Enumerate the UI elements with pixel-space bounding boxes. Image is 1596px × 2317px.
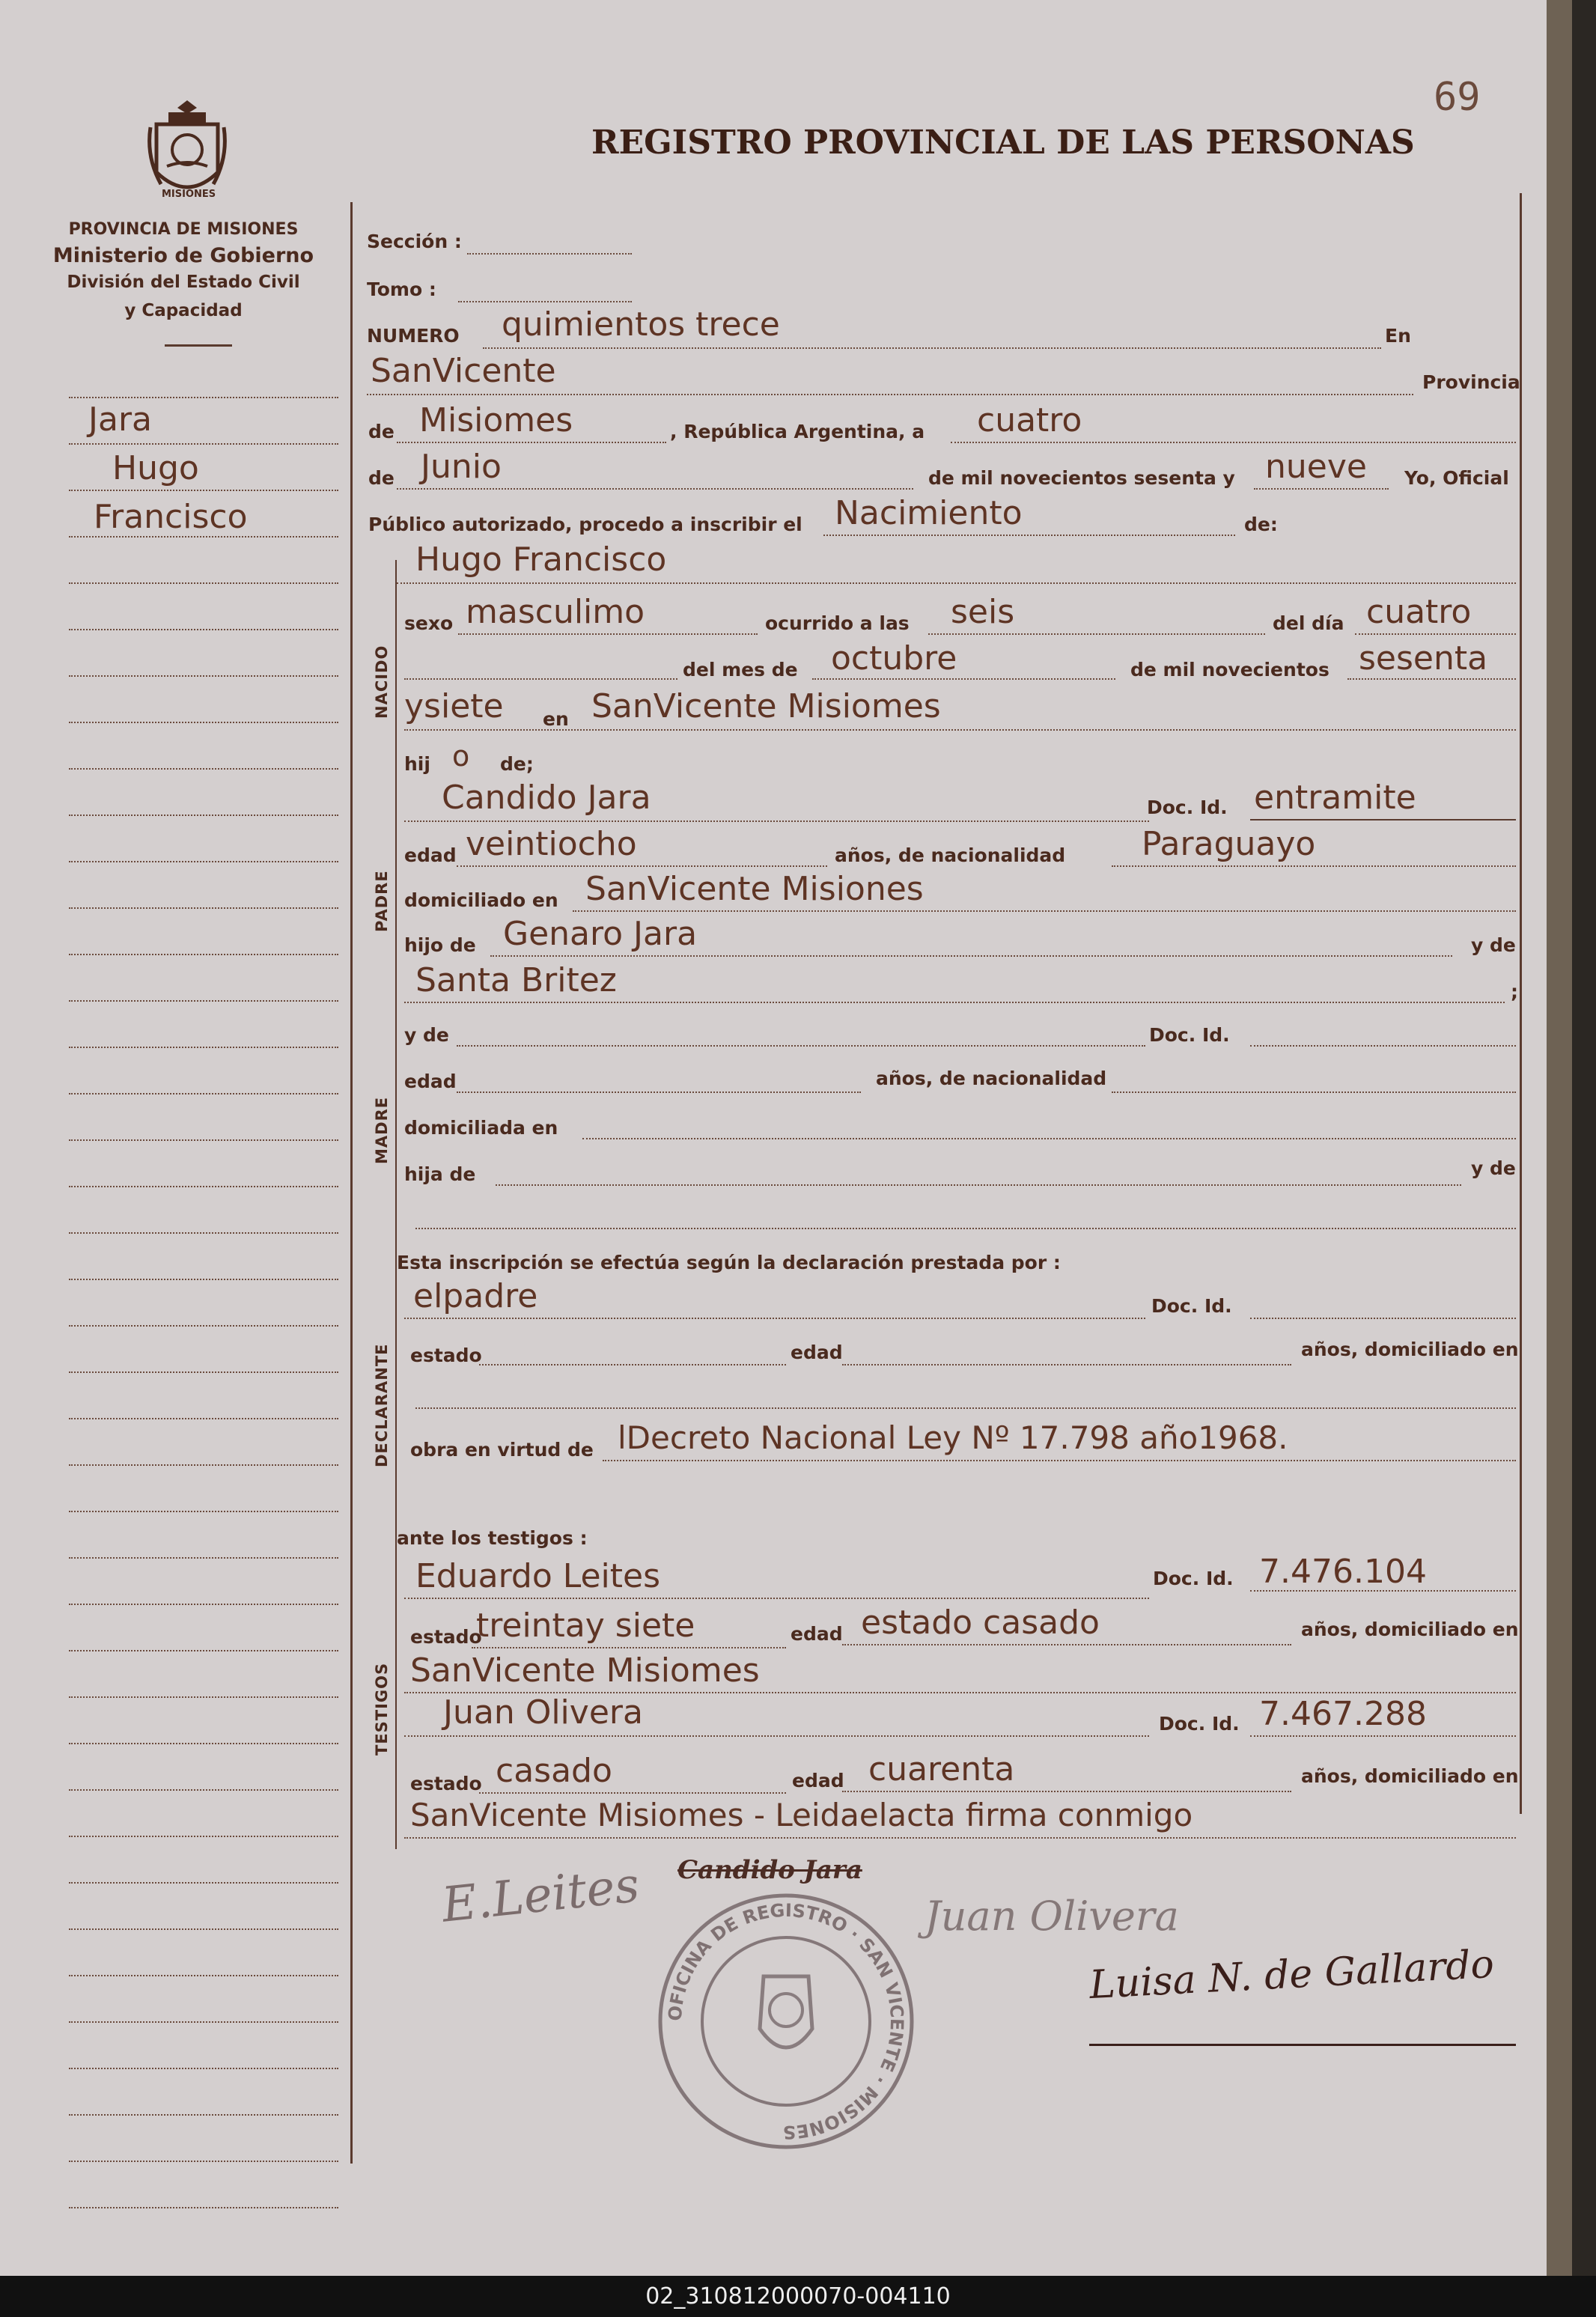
margin-rule-line xyxy=(69,1325,338,1327)
t2-doc-value: 7.467.288 xyxy=(1259,1695,1427,1733)
t2-edad-line xyxy=(842,1791,1291,1792)
margin-surname: Jara xyxy=(88,401,152,439)
padre-hijo-line xyxy=(490,955,1452,957)
madre-yde-line xyxy=(457,1045,1145,1047)
hijo-label: hij xyxy=(404,753,430,775)
t1-dom-label: años, domiciliado en xyxy=(1301,1619,1519,1640)
office-ministry: Ministerio de Gobierno xyxy=(52,244,314,267)
de2-label: de xyxy=(368,467,395,489)
publico-label: Público autorizado, procedo a inscribir el xyxy=(368,514,802,535)
declarante-nombre: elpadre xyxy=(413,1277,538,1315)
margin-rule-line xyxy=(69,490,338,491)
provincia-value: Misiomes xyxy=(419,401,573,439)
t1-doc-line xyxy=(1250,1590,1516,1592)
t2-dom-line xyxy=(404,1837,1516,1839)
obra-label: obra en virtud de xyxy=(410,1439,594,1461)
signature-leites: E.Leites xyxy=(439,1857,642,1934)
margin-rule-line xyxy=(69,1511,338,1512)
padre-hijo-value: Genaro Jara xyxy=(503,915,698,953)
margin-rule-line xyxy=(69,1743,338,1744)
t2-estado-value: casado xyxy=(496,1752,612,1790)
dia-line xyxy=(951,442,1516,443)
seccion-label: Sección : xyxy=(367,231,462,252)
hora-label: ocurrido a las xyxy=(765,612,910,634)
mes-value: Junio xyxy=(421,448,502,486)
margin-rule-line xyxy=(69,954,338,955)
nacido-nombre: Hugo Francisco xyxy=(415,541,667,579)
margin-rule-line xyxy=(69,1650,338,1651)
t1-estado-label: estado xyxy=(410,1626,482,1648)
lugar-line xyxy=(367,394,1413,395)
hijo-de-label: de; xyxy=(500,753,534,775)
margin-rule-line xyxy=(69,2161,338,2162)
anio-value: nueve xyxy=(1265,448,1367,486)
image-caption: 02_310812000070-004110 xyxy=(0,2276,1596,2317)
mes-label: del mes de xyxy=(683,659,798,681)
mes-line xyxy=(397,488,913,490)
anio-line xyxy=(1254,488,1389,490)
tomo-label: Tomo : xyxy=(367,278,436,300)
de-label: de xyxy=(368,421,395,442)
lugar-nac: SanVicente Misiomes xyxy=(591,687,941,725)
provincia-line xyxy=(397,442,666,443)
testigos-bracket xyxy=(395,1561,397,1849)
padre-dom-line xyxy=(573,910,1516,912)
margin-rule-line xyxy=(69,1093,338,1094)
margin-rule-line xyxy=(69,2021,338,2023)
margin-rule-line xyxy=(69,907,338,909)
anio-label: de mil novecientos xyxy=(1130,659,1330,681)
mes-pre-line xyxy=(404,678,677,680)
margin-rule-line xyxy=(69,1232,338,1234)
anio-value-nac: sesenta xyxy=(1359,639,1488,678)
margin-rule-line xyxy=(69,1047,338,1048)
t1-dom-value: SanVicente Misiomes xyxy=(410,1651,760,1690)
margin-rule-line xyxy=(69,536,338,538)
office-division: División del Estado Civil xyxy=(67,273,300,292)
margin-rule-line xyxy=(69,861,338,862)
numero-label: NUMERO xyxy=(367,325,460,347)
margin-rule-line xyxy=(69,675,338,677)
padre-doc-label: Doc. Id. xyxy=(1147,797,1228,818)
republica-label: , República Argentina, a xyxy=(670,421,925,442)
page-title: REGISTRO PROVINCIAL DE LAS PERSONAS xyxy=(591,124,1415,162)
t2-dom-label: años, domiciliado en xyxy=(1301,1765,1519,1787)
t1-edad-value: estado casado xyxy=(861,1604,1100,1642)
obra-value: lDecreto Nacional Ley Nº 17.798 año1968. xyxy=(618,1419,1288,1456)
crest-label: MISIONES xyxy=(162,189,216,200)
t2-estado-line xyxy=(479,1792,786,1794)
margin-rule-line xyxy=(69,1696,338,1698)
padre-doc-rule xyxy=(1250,819,1516,820)
sexo-label: sexo xyxy=(404,612,454,634)
padre-yde-label: y de xyxy=(1471,934,1516,956)
declarante-estado-line xyxy=(479,1364,786,1365)
margin-rule-line xyxy=(69,1464,338,1466)
tomo-line xyxy=(458,301,632,302)
padre-nac-line xyxy=(1112,865,1516,867)
numero-line xyxy=(483,347,1381,349)
padre-dom-label: domiciliado en xyxy=(404,889,558,911)
numero-value: quimientos trece xyxy=(502,305,780,344)
t1-edad-label: edad xyxy=(791,1623,843,1645)
declarante-edad-line xyxy=(842,1364,1291,1365)
declarante-section-label: DECLARANTE xyxy=(373,1343,391,1467)
margin-rule-line xyxy=(69,1975,338,1976)
padre-doc-value: entramite xyxy=(1254,779,1416,817)
declarante-bracket xyxy=(395,1284,397,1490)
margin-rule-line xyxy=(69,1604,338,1605)
madre-hija-line xyxy=(496,1184,1461,1186)
margin-middle-name: Francisco xyxy=(94,498,248,536)
declarante-estado-label: estado xyxy=(410,1345,482,1366)
padre-end-mark: ; xyxy=(1511,981,1518,1002)
acto-value: Nacimiento xyxy=(835,494,1023,532)
declarante-dom-line xyxy=(415,1407,1516,1409)
margin-rule-line xyxy=(69,1418,338,1419)
madre-dom-line xyxy=(582,1138,1516,1139)
madre-hija-label: hija de xyxy=(404,1163,476,1185)
padre-madre-value: Santa Britez xyxy=(415,961,617,999)
signature-official: Luisa N. de Gallardo xyxy=(1088,1941,1496,2009)
madre-yde-label: y de xyxy=(404,1024,449,1046)
testigos-intro: ante los testigos : xyxy=(397,1527,588,1549)
t1-estado-value: treintay siete xyxy=(476,1607,695,1645)
margin-rule-line xyxy=(69,582,338,584)
t1-edad-line xyxy=(842,1644,1291,1645)
lugar-nac-line xyxy=(404,729,1516,731)
margin-rule-line xyxy=(69,2068,338,2069)
en-label-nac: en xyxy=(543,708,569,730)
t2-estado-label: estado xyxy=(410,1773,482,1794)
hora-value: seis xyxy=(951,593,1015,631)
signature-olivera: Juan Olivera xyxy=(925,1893,1179,1940)
office-divider xyxy=(165,344,232,347)
declarante-nombre-line xyxy=(404,1318,1145,1319)
obra-line xyxy=(603,1460,1516,1461)
mes-value-nac: octubre xyxy=(831,639,957,678)
margin-rule-line xyxy=(69,1186,338,1187)
seal-text: OFICINA DE REGISTRO · SAN VICENTE · MISIONES xyxy=(664,1899,908,2143)
margin-rule-line xyxy=(69,2207,338,2208)
margin-rule-line xyxy=(69,1279,338,1280)
anio-value2: ysiete xyxy=(404,687,504,725)
padre-nombre: Candido Jara xyxy=(442,779,651,817)
margin-rule-line xyxy=(69,1000,338,1002)
t1-estado-line xyxy=(472,1647,786,1648)
declarante-edad-label: edad xyxy=(791,1342,843,1363)
book-binding xyxy=(1547,0,1572,2276)
madre-doc-line xyxy=(1250,1045,1516,1047)
lugar-value: SanVicente xyxy=(371,352,556,390)
madre-nac-line xyxy=(1112,1091,1516,1093)
madre-edad-label: edad xyxy=(404,1071,457,1092)
padre-bracket xyxy=(395,794,397,1018)
mes-line-nac xyxy=(812,678,1115,680)
margin-rule-line xyxy=(69,815,338,816)
declarante-doc-line xyxy=(1250,1318,1516,1319)
margin-first-name: Hugo xyxy=(112,449,199,487)
madre-dom-label: domiciliada en xyxy=(404,1117,558,1139)
padre-nac-value: Paraguayo xyxy=(1142,825,1316,863)
margin-rule-line xyxy=(69,2114,338,2116)
right-margin-rule xyxy=(1520,193,1522,1814)
margin-rule-line xyxy=(69,1371,338,1373)
signature-jara: Candido Jara xyxy=(677,1855,862,1885)
oficial-label: Yo, Oficial xyxy=(1404,467,1509,489)
provincia-label: Provincia xyxy=(1422,371,1520,393)
t1-nombre-line xyxy=(404,1598,1149,1599)
t1-doc-value: 7.476.104 xyxy=(1259,1553,1427,1591)
anio-line-nac xyxy=(1347,678,1516,680)
madre-nac-label: años, de nacionalidad xyxy=(876,1068,1107,1089)
margin-rule-line xyxy=(69,397,338,398)
sexo-value: masculimo xyxy=(466,593,645,631)
hijo-value: o xyxy=(452,740,470,773)
margin-rule-line xyxy=(69,722,338,723)
padre-nac-label: años, de nacionalidad xyxy=(835,844,1066,866)
dia-value: cuatro xyxy=(977,401,1082,439)
t2-edad-value: cuarenta xyxy=(868,1750,1015,1788)
margin-rule-line xyxy=(69,443,338,445)
madre-doc-label: Doc. Id. xyxy=(1149,1024,1230,1046)
t2-edad-label: edad xyxy=(792,1770,844,1791)
padre-hijo-label: hijo de xyxy=(404,934,476,956)
official-seal-icon xyxy=(651,1887,921,2156)
dia-label: del día xyxy=(1273,612,1344,634)
margin-rule-line xyxy=(69,629,338,630)
dia-line-nac xyxy=(1355,633,1516,635)
padre-nombre-line xyxy=(404,820,1149,822)
t2-nombre: Juan Olivera xyxy=(443,1693,643,1732)
dia-value-nac: cuatro xyxy=(1366,593,1472,631)
declarante-dom-label: años, domiciliado en xyxy=(1301,1339,1519,1360)
left-margin-rule xyxy=(350,202,353,2164)
page-number: 69 xyxy=(1434,75,1481,120)
padre-section-label: PADRE xyxy=(373,870,391,932)
declarante-intro: Esta inscripción se efectúa según la declaración prestada por : xyxy=(397,1252,1061,1273)
padre-dom-value: SanVicente Misiones xyxy=(585,870,924,908)
t2-doc-label: Doc. Id. xyxy=(1159,1713,1240,1735)
sexo-line xyxy=(458,633,758,635)
nacido-section-label: NACIDO xyxy=(373,645,391,719)
margin-rule-line xyxy=(69,1836,338,1837)
margin-rule-line xyxy=(69,1557,338,1559)
acto-line xyxy=(823,535,1235,536)
hora-line xyxy=(928,633,1265,635)
madre-yde2-label: y de xyxy=(1471,1157,1516,1179)
de3-label: de: xyxy=(1244,514,1278,535)
t2-nombre-line xyxy=(404,1735,1149,1737)
padre-madre-line xyxy=(404,1002,1505,1003)
padre-edad-value: veintiocho xyxy=(466,825,637,863)
margin-rule-line xyxy=(69,1928,338,1930)
office-province: PROVINCIA DE MISIONES xyxy=(68,220,299,239)
declarante-doc-label: Doc. Id. xyxy=(1151,1295,1232,1317)
t1-nombre: Eduardo Leites xyxy=(415,1557,661,1595)
mil-label: de mil novecientos sesenta y xyxy=(928,467,1235,489)
nacido-nombre-line xyxy=(397,582,1516,584)
signature-underline xyxy=(1089,2044,1516,2046)
margin-rule-line xyxy=(69,1139,338,1141)
margin-rule-line xyxy=(69,1789,338,1791)
t2-doc-line xyxy=(1250,1735,1516,1737)
t2-dom-value: SanVicente Misiomes - Leidaelacta firma conmigo xyxy=(410,1797,1193,1833)
office-capacity: y Capacidad xyxy=(124,301,243,320)
madre-edad-line xyxy=(457,1091,861,1093)
en-label: En xyxy=(1385,325,1411,347)
seccion-line xyxy=(467,253,632,255)
margin-rule-line xyxy=(69,1882,338,1884)
t1-doc-label: Doc. Id. xyxy=(1153,1568,1234,1589)
madre-bracket xyxy=(395,1022,397,1235)
margin-rule-line xyxy=(69,768,338,770)
padre-edad-label: edad xyxy=(404,844,457,866)
padre-edad-line xyxy=(457,865,827,867)
madre-extra-line xyxy=(415,1228,1516,1229)
testigos-section-label: TESTIGOS xyxy=(373,1662,391,1756)
madre-section-label: MADRE xyxy=(373,1096,391,1164)
